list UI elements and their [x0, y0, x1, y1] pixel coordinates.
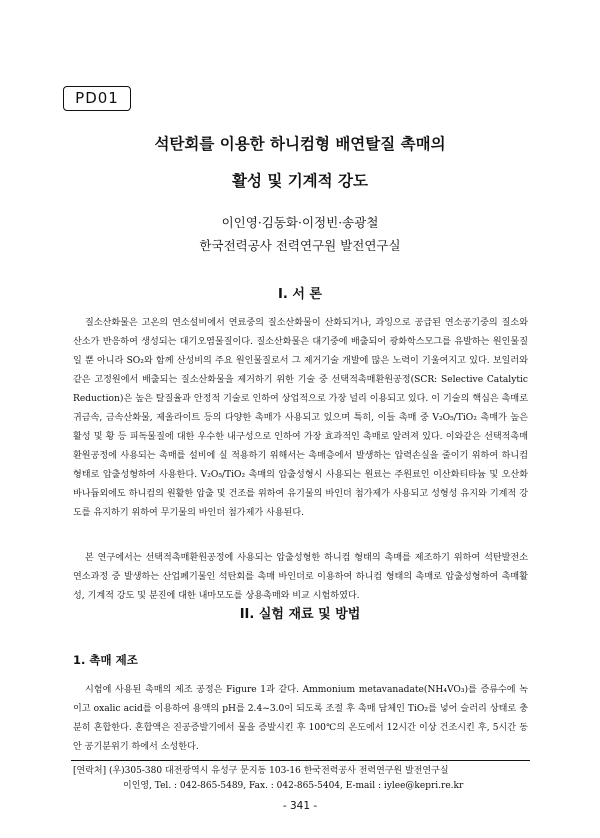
paper-title-line1: 석탄회를 이용한 하니컴형 배연탈질 촉매의: [154, 135, 446, 153]
intro-paragraph-1: [73, 314, 528, 523]
paper-code-box: PD01: [63, 86, 131, 111]
contact-line-address: [연락처] (우)305-380 대전광역시 유성구 문지동 103-16 한국전력공사 전력연구원 발전연구실: [73, 766, 449, 776]
contact-divider: [71, 760, 530, 761]
subsection-heading-catalyst-preparation: 1. 촉매 제조: [73, 653, 138, 667]
paper-title-line2: 활성 및 기계적 강도: [232, 172, 368, 190]
page-number: - 341 -: [282, 800, 318, 812]
section-heading-methods: II. 실험 재료 및 방법: [239, 607, 361, 622]
intro-paragraph-2-text: 본 연구에서는 선택적촉매환원공정에 사용되는 압출성형한 하니컴 형태의 촉매를 제조하기 위하여 석탄발전소 연소과정 중 발생하는 산업폐기물인 석탄회를 촉매 바인더로 이용하여 하니컴 형태의 촉매로 압출성형하여 촉매활성, 기계적 강도 및 분진에 대한 내마모도를 상용촉매와 비교 시험하였다.: [73, 553, 528, 601]
section-heading-introduction: I. 서 론: [278, 287, 322, 302]
intro-paragraph-1-text: 질소산화물은 고온의 연소설비에서 연료중의 질소산화물이 산화되거나, 과잉으로 공급된 연소공기중의 질소와 산소가 반응하여 생성되는 대기오염물질이다. 질소산화물은 대기중에 배출되어 광화학스모그를 유발하는 원인물질일 뿐 아니라 SO₂와 함께 산성비의 주요 원인물질로서 그 제거기술 개발에 많은 노력이 기울여지고 있다. 보일러와 같은 고정원에서 배출되는 질소산화물을 제거하기 위한 기술 중 선택적촉매환원공정(SCR: Selective Catalytic Reduction)은 높은 탈질율과 안정적 기술로 인하여 상업적으로 가장 널리 이용되고 있다. 이 기술의 핵심은 촉매로 귀금속, 금속산화물, 제올라이트 등의 다양한 촉매가 사용되고 있으며 특히, 이들 촉매 중 V₂O₅/TiO₂ 촉매가 높은 활성 및 황 등 피독물질에 대한 우수한 내구성으로 인하여 가장 효과적인 촉매로 알려져 있다. 이와같은 선택적촉매환원공정에 사용되는 촉매를 설비에 실 적용하기 위해서는 촉매층에서 발생하는 압력손실을 줄이기 위하여 하니컴형태로 압출성형하여 사용한다. V₂O₅/TiO₂ 촉매의 압출성형시 사용되는 원료는 주원료인 이산화티타늄 및 오산화바나듐외에도 하니컴의 원활한 압출 및 건조를 위하여 유기물의 바인더 첨가제가 사용되고 성형성 유지와 기계적 강도를 유지하기 위하여 무기물의 바인더 첨가제가 사용된다.: [73, 318, 528, 518]
affiliation: 한국전력공사 전력연구원 발전연구실: [199, 238, 401, 253]
intro-paragraph-2: [73, 549, 528, 606]
contact-line-phone-email: 이인영, Tel. : 042-865-5489, Fax. : 042-865-5404, E-mail : iylee@kepri.re.kr: [123, 781, 464, 791]
method-paragraph: [73, 681, 528, 757]
method-paragraph-text: 시험에 사용된 촉매의 제조 공정은 Figure 1과 같다. Ammonium metavanadate(NH₄VO₃)를 증류수에 녹이고 oxalic acid를 이용하여 용액의 pH를 2.4~3.0이 되도록 조절 후 촉매 담체인 TiO₂를 넣어 슬러리 상태로 충분히 혼합한다. 혼합액은 진공증발기에서 물을 증발시킨 후 100℃의 온도에서 12시간 이상 건조시킨 후, 5시간 동안 공기분위기 하에서 소성한다.: [73, 685, 528, 752]
authors: 이인영·김동화·이정빈·송광철: [221, 215, 379, 230]
